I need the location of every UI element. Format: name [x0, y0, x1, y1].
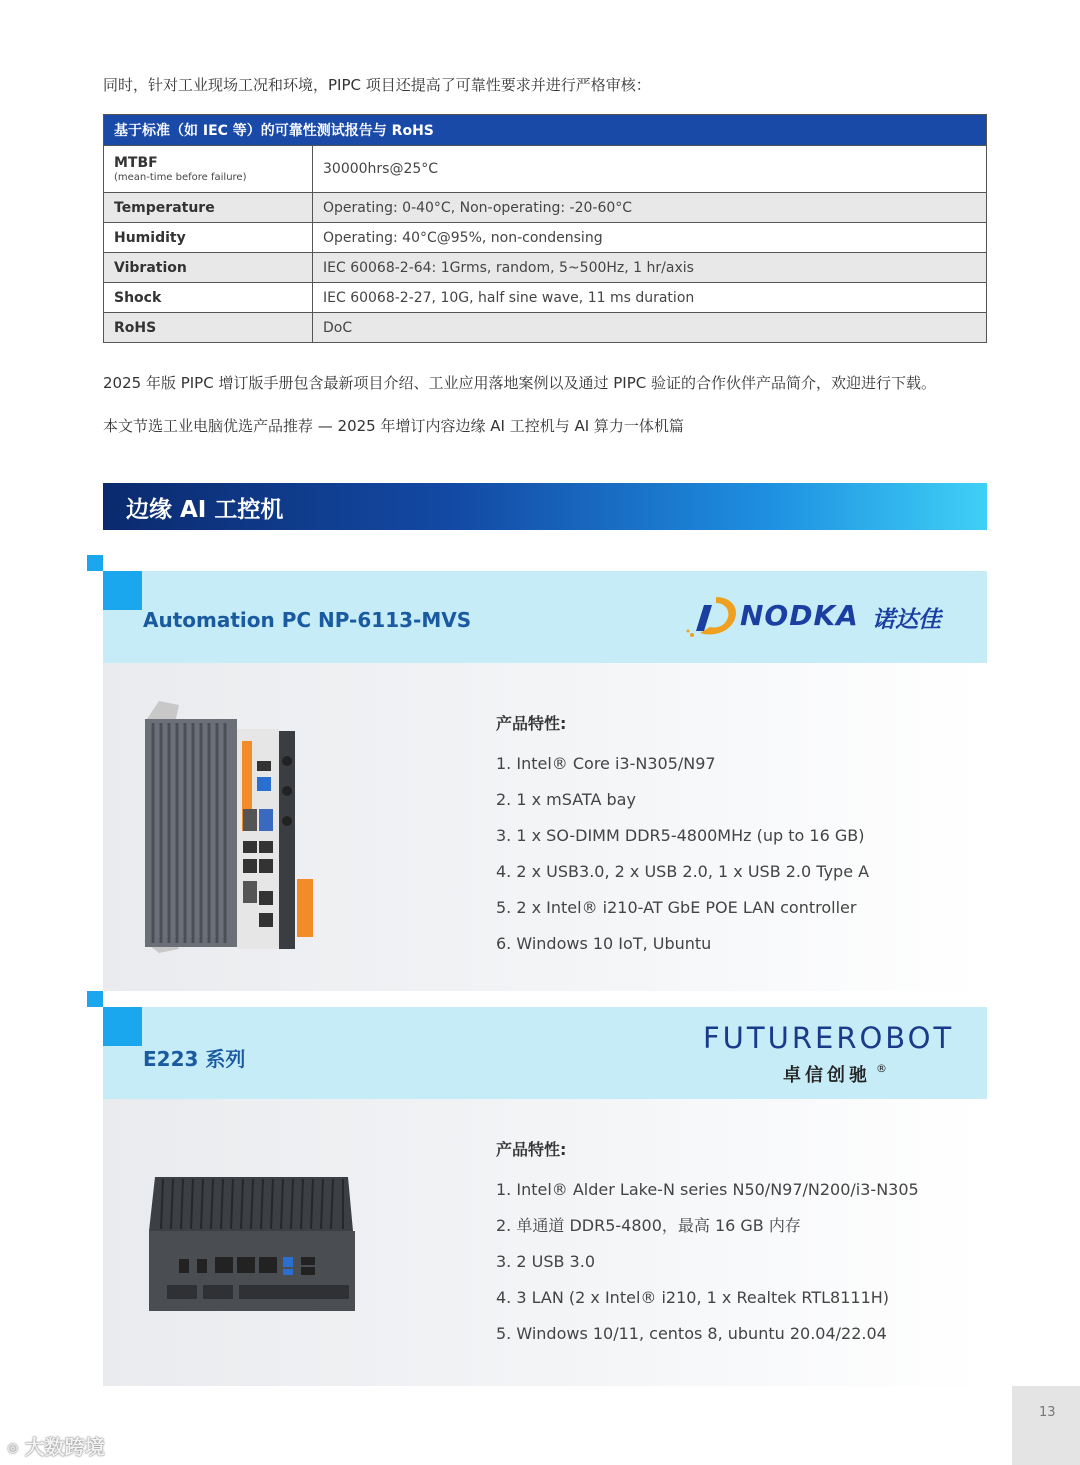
nodka-logo-text: NODKA [740, 599, 859, 632]
table-header: 基于标准（如 IEC 等）的可靠性测试报告与 RoHS [104, 115, 987, 146]
section-banner [103, 483, 987, 530]
section-title: 边缘 AI 工控机 [126, 497, 284, 523]
features-list [496, 746, 869, 962]
product-image-np6113 [139, 701, 339, 956]
accent-square [103, 571, 142, 610]
mtbf-label-cell [104, 146, 313, 193]
list-item: 5. 2 x Intel® i210-AT GbE POE LAN controller [496, 898, 857, 917]
paragraph-excerpt: 本文节选工业电脑优选产品推荐 — 2025 年增订内容边缘 AI 工控机与 AI 算力一体机篇 [103, 417, 684, 435]
nodka-logo [686, 591, 966, 643]
product-header [103, 571, 987, 663]
table-row [104, 193, 987, 223]
row-value: Operating: 0-40°C, Non-operating: -20-60°C [313, 193, 987, 223]
list-item: 4. 2 x USB3.0, 2 x USB 2.0, 1 x USB 2.0 Type A [496, 862, 870, 881]
watermark-logo-icon: ⌾ [8, 1439, 18, 1458]
row-value: IEC 60068-2-27, 10G, half sine wave, 11 ms duration [313, 283, 987, 313]
product-title: Automation PC NP-6113-MVS [143, 608, 472, 632]
row-label: Temperature [104, 193, 313, 223]
table-row [104, 223, 987, 253]
row-label: Shock [104, 283, 313, 313]
row-label: Humidity [104, 223, 313, 253]
paragraph-download: 2025 年版 PIPC 增订版手册包含最新项目介绍、工业应用落地案例以及通过 PIPC 验证的合作伙伴产品简介，欢迎进行下载。 [103, 374, 936, 392]
watermark [8, 1431, 105, 1460]
row-label: RoHS [104, 313, 313, 343]
accent-square [103, 1007, 142, 1046]
row-label: Vibration [104, 253, 313, 283]
reliability-table [103, 114, 987, 343]
list-item: 2. 1 x mSATA bay [496, 790, 636, 809]
product-title: E223 系列 [143, 1047, 246, 1071]
watermark-text: 大数跨境 [24, 1435, 105, 1459]
accent-square-small [87, 991, 103, 1007]
row-value: IEC 60068-2-64: 1Grms, random, 5~500Hz, 1 hr/axis [313, 253, 987, 283]
product-header [103, 1007, 987, 1099]
features-title: 产品特性: [496, 714, 567, 733]
list-item: 3. 1 x SO-DIMM DDR5-4800MHz (up to 16 GB) [496, 826, 865, 845]
mtbf-label: MTBF [114, 155, 158, 171]
product-body [103, 663, 987, 991]
mtbf-value: 30000hrs@25°C [313, 146, 987, 193]
features-list [496, 1172, 919, 1352]
row-value: DoC [313, 313, 987, 343]
mtbf-sub-label: (mean-time before failure) [114, 172, 247, 183]
row-value: Operating: 40°C@95%, non-condensing [313, 223, 987, 253]
nodka-swoosh-icon [686, 591, 748, 643]
product-body [103, 1099, 987, 1386]
table-row [104, 283, 987, 313]
product-image-e223 [143, 1171, 358, 1317]
list-item: 5. Windows 10/11, centos 8, ubuntu 20.04/22.04 [496, 1324, 887, 1343]
table-row [104, 313, 987, 343]
list-item: 1. Intel® Core i3-N305/N97 [496, 754, 716, 773]
page-number-box [1012, 1386, 1080, 1465]
list-item: 6. Windows 10 IoT, Ubuntu [496, 934, 712, 953]
futurerobot-logo-text: FUTUREROBOT [703, 1021, 955, 1055]
registered-mark-icon: ® [876, 1062, 887, 1075]
list-item: 4. 3 LAN (2 x Intel® i210, 1 x Realtek RTL8111H) [496, 1288, 890, 1307]
list-item: 3. 2 USB 3.0 [496, 1252, 595, 1271]
list-item: 2. 单通道 DDR5-4800，最高 16 GB 内存 [496, 1216, 801, 1235]
accent-square-small [87, 555, 103, 571]
table-row [104, 253, 987, 283]
nodka-logo-cn: 诺达佳 [872, 607, 941, 633]
features-title: 产品特性: [496, 1140, 567, 1159]
list-item: 1. Intel® Alder Lake-N series N50/N97/N200/i3-N305 [496, 1180, 919, 1199]
futurerobot-logo-cn: 卓信创驰 [783, 1065, 871, 1086]
intro-text: 同时，针对工业现场工况和环境，PIPC 项目还提高了可靠性要求并进行严格审核： [103, 76, 651, 94]
page-number: 13 [1039, 1405, 1056, 1420]
